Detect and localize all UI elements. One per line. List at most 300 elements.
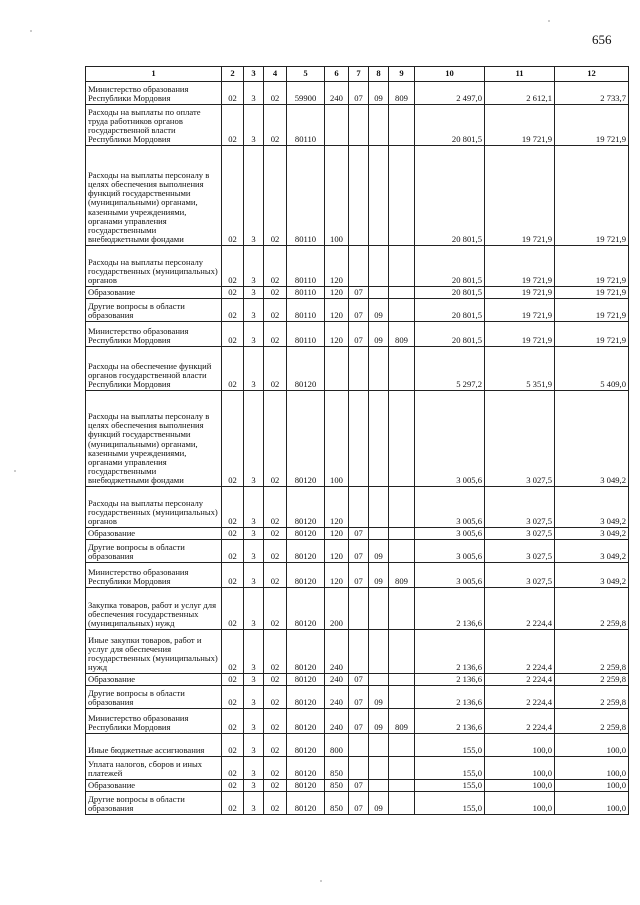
row-cell-c2: 02 xyxy=(222,246,244,287)
row-description: Другие вопросы в области образования xyxy=(86,299,222,322)
column-header: 3 xyxy=(244,67,264,82)
row-cell-c2: 02 xyxy=(222,709,244,734)
row-cell-c11: 19 721,9 xyxy=(485,287,555,299)
row-description: Образование xyxy=(86,528,222,540)
budget-table xyxy=(85,66,629,815)
row-cell-c9: 809 xyxy=(389,563,415,588)
row-cell-c5: 80120 xyxy=(287,709,325,734)
row-cell-c3: 3 xyxy=(244,588,264,630)
row-cell-c6: 240 xyxy=(325,630,349,674)
row-cell-c5: 80110 xyxy=(287,105,325,146)
row-cell-c6: 120 xyxy=(325,528,349,540)
row-cell-c11: 3 027,5 xyxy=(485,563,555,588)
row-cell-c9 xyxy=(389,146,415,246)
row-cell-c9 xyxy=(389,734,415,757)
table-row xyxy=(86,105,629,146)
row-cell-c6: 850 xyxy=(325,792,349,815)
row-cell-c8: 09 xyxy=(369,792,389,815)
row-cell-c12: 3 049,2 xyxy=(555,391,629,487)
row-cell-c9: 809 xyxy=(389,322,415,347)
row-description: Образование xyxy=(86,674,222,686)
row-cell-c7: 07 xyxy=(349,563,369,588)
column-header: 1 xyxy=(86,67,222,82)
row-cell-c3: 3 xyxy=(244,299,264,322)
row-cell-c3: 3 xyxy=(244,82,264,105)
row-cell-c2: 02 xyxy=(222,347,244,391)
table-row xyxy=(86,792,629,815)
row-cell-c7: 07 xyxy=(349,287,369,299)
row-cell-c9 xyxy=(389,540,415,563)
row-cell-c9 xyxy=(389,487,415,528)
row-cell-c9 xyxy=(389,674,415,686)
row-cell-c3: 3 xyxy=(244,146,264,246)
row-cell-c2: 02 xyxy=(222,757,244,780)
table-row xyxy=(86,540,629,563)
row-cell-c7 xyxy=(349,146,369,246)
table-body xyxy=(86,82,629,815)
row-description: Расходы на выплаты персоналу в целях обеспечения выполнения функций государственными (муниципальными) органами, казенными учреждениями, органами управления государственными внебюджетными фондами xyxy=(86,146,222,246)
row-cell-c10: 155,0 xyxy=(415,780,485,792)
row-cell-c2: 02 xyxy=(222,588,244,630)
row-cell-c11: 2 224,4 xyxy=(485,630,555,674)
row-cell-c7: 07 xyxy=(349,686,369,709)
row-description: Министерство образования Республики Мордовия xyxy=(86,563,222,588)
row-cell-c3: 3 xyxy=(244,391,264,487)
row-cell-c7: 07 xyxy=(349,322,369,347)
table-row xyxy=(86,246,629,287)
row-cell-c8 xyxy=(369,528,389,540)
row-cell-c12: 19 721,9 xyxy=(555,246,629,287)
row-cell-c10: 3 005,6 xyxy=(415,391,485,487)
row-cell-c4: 02 xyxy=(264,588,287,630)
row-cell-c12: 3 049,2 xyxy=(555,528,629,540)
table-row xyxy=(86,487,629,528)
column-header: 9 xyxy=(389,67,415,82)
row-cell-c4: 02 xyxy=(264,674,287,686)
row-cell-c3: 3 xyxy=(244,780,264,792)
row-cell-c10: 155,0 xyxy=(415,792,485,815)
row-cell-c10: 2 136,6 xyxy=(415,686,485,709)
row-cell-c9 xyxy=(389,686,415,709)
row-cell-c5: 80120 xyxy=(287,563,325,588)
row-cell-c12: 100,0 xyxy=(555,734,629,757)
row-cell-c8 xyxy=(369,630,389,674)
row-cell-c2: 02 xyxy=(222,780,244,792)
row-cell-c11: 2 224,4 xyxy=(485,686,555,709)
table-row xyxy=(86,146,629,246)
row-cell-c5: 80110 xyxy=(287,322,325,347)
row-cell-c10: 2 497,0 xyxy=(415,82,485,105)
row-cell-c2: 02 xyxy=(222,540,244,563)
row-cell-c10: 20 801,5 xyxy=(415,287,485,299)
row-cell-c11: 100,0 xyxy=(485,734,555,757)
column-header: 8 xyxy=(369,67,389,82)
scan-speck xyxy=(548,20,550,22)
row-cell-c6: 850 xyxy=(325,757,349,780)
row-cell-c7: 07 xyxy=(349,674,369,686)
row-description: Другие вопросы в области образования xyxy=(86,686,222,709)
row-cell-c10: 2 136,6 xyxy=(415,674,485,686)
row-cell-c10: 20 801,5 xyxy=(415,105,485,146)
row-cell-c3: 3 xyxy=(244,757,264,780)
row-cell-c7 xyxy=(349,757,369,780)
row-cell-c8 xyxy=(369,391,389,487)
row-cell-c12: 3 049,2 xyxy=(555,563,629,588)
row-cell-c4: 02 xyxy=(264,347,287,391)
column-header: 2 xyxy=(222,67,244,82)
row-cell-c12: 2 733,7 xyxy=(555,82,629,105)
row-cell-c4: 02 xyxy=(264,105,287,146)
row-cell-c7 xyxy=(349,588,369,630)
row-cell-c11: 3 027,5 xyxy=(485,540,555,563)
table-row xyxy=(86,709,629,734)
row-cell-c5: 80120 xyxy=(287,686,325,709)
row-cell-c7 xyxy=(349,105,369,146)
row-cell-c6: 120 xyxy=(325,540,349,563)
row-cell-c8 xyxy=(369,347,389,391)
row-cell-c11: 100,0 xyxy=(485,757,555,780)
row-cell-c9 xyxy=(389,792,415,815)
row-cell-c8 xyxy=(369,588,389,630)
row-description: Министерство образования Республики Мордовия xyxy=(86,322,222,347)
row-cell-c3: 3 xyxy=(244,674,264,686)
row-cell-c10: 20 801,5 xyxy=(415,246,485,287)
row-cell-c12: 2 259,8 xyxy=(555,686,629,709)
table-row xyxy=(86,734,629,757)
row-cell-c7: 07 xyxy=(349,299,369,322)
row-cell-c9 xyxy=(389,528,415,540)
table-row xyxy=(86,322,629,347)
row-cell-c2: 02 xyxy=(222,563,244,588)
row-cell-c9 xyxy=(389,287,415,299)
row-cell-c9 xyxy=(389,780,415,792)
row-cell-c11: 2 224,4 xyxy=(485,588,555,630)
row-cell-c12: 100,0 xyxy=(555,792,629,815)
row-cell-c6: 120 xyxy=(325,299,349,322)
row-cell-c6: 240 xyxy=(325,709,349,734)
row-cell-c7: 07 xyxy=(349,82,369,105)
row-cell-c11: 19 721,9 xyxy=(485,322,555,347)
row-description: Образование xyxy=(86,780,222,792)
row-cell-c7 xyxy=(349,246,369,287)
row-cell-c6: 100 xyxy=(325,146,349,246)
row-cell-c5: 80120 xyxy=(287,487,325,528)
row-cell-c8: 09 xyxy=(369,709,389,734)
table-row xyxy=(86,674,629,686)
table-row xyxy=(86,780,629,792)
row-cell-c6: 120 xyxy=(325,287,349,299)
column-header: 6 xyxy=(325,67,349,82)
row-cell-c3: 3 xyxy=(244,322,264,347)
row-cell-c10: 20 801,5 xyxy=(415,146,485,246)
row-cell-c11: 2 612,1 xyxy=(485,82,555,105)
row-description: Расходы на выплаты персоналу государственных (муниципальных) органов xyxy=(86,246,222,287)
row-cell-c7: 07 xyxy=(349,709,369,734)
row-cell-c8: 09 xyxy=(369,82,389,105)
row-cell-c11: 19 721,9 xyxy=(485,105,555,146)
row-description: Другие вопросы в области образования xyxy=(86,792,222,815)
row-cell-c9 xyxy=(389,588,415,630)
row-cell-c6: 240 xyxy=(325,82,349,105)
row-cell-c2: 02 xyxy=(222,487,244,528)
row-cell-c4: 02 xyxy=(264,322,287,347)
row-cell-c4: 02 xyxy=(264,246,287,287)
row-cell-c8 xyxy=(369,287,389,299)
row-cell-c6: 120 xyxy=(325,487,349,528)
row-cell-c4: 02 xyxy=(264,487,287,528)
row-cell-c3: 3 xyxy=(244,528,264,540)
row-cell-c11: 100,0 xyxy=(485,780,555,792)
row-description: Другие вопросы в области образования xyxy=(86,540,222,563)
row-cell-c10: 3 005,6 xyxy=(415,563,485,588)
row-cell-c4: 02 xyxy=(264,540,287,563)
row-cell-c8 xyxy=(369,246,389,287)
row-cell-c6: 240 xyxy=(325,674,349,686)
row-cell-c8 xyxy=(369,780,389,792)
row-cell-c5: 80120 xyxy=(287,347,325,391)
row-cell-c5: 80110 xyxy=(287,299,325,322)
row-cell-c5: 80110 xyxy=(287,146,325,246)
row-cell-c7: 07 xyxy=(349,540,369,563)
row-cell-c8 xyxy=(369,757,389,780)
row-cell-c12: 19 721,9 xyxy=(555,146,629,246)
row-cell-c2: 02 xyxy=(222,299,244,322)
row-cell-c10: 3 005,6 xyxy=(415,528,485,540)
row-cell-c2: 02 xyxy=(222,82,244,105)
row-cell-c6: 800 xyxy=(325,734,349,757)
row-cell-c10: 2 136,6 xyxy=(415,588,485,630)
row-cell-c10: 3 005,6 xyxy=(415,540,485,563)
row-cell-c9 xyxy=(389,105,415,146)
row-description: Образование xyxy=(86,287,222,299)
row-description: Иные бюджетные ассигнования xyxy=(86,734,222,757)
row-cell-c5: 80120 xyxy=(287,792,325,815)
row-cell-c12: 2 259,8 xyxy=(555,588,629,630)
row-cell-c6: 240 xyxy=(325,686,349,709)
page-number: 656 xyxy=(592,32,612,47)
row-cell-c11: 2 224,4 xyxy=(485,674,555,686)
row-cell-c4: 02 xyxy=(264,82,287,105)
row-cell-c6: 850 xyxy=(325,780,349,792)
row-cell-c4: 02 xyxy=(264,563,287,588)
row-cell-c2: 02 xyxy=(222,674,244,686)
row-cell-c6 xyxy=(325,347,349,391)
column-header: 4 xyxy=(264,67,287,82)
row-description: Министерство образования Республики Мордовия xyxy=(86,709,222,734)
row-cell-c9 xyxy=(389,347,415,391)
row-cell-c12: 5 409,0 xyxy=(555,347,629,391)
row-cell-c3: 3 xyxy=(244,487,264,528)
row-cell-c7 xyxy=(349,734,369,757)
row-cell-c5: 80120 xyxy=(287,588,325,630)
scan-speck xyxy=(30,30,32,32)
row-cell-c3: 3 xyxy=(244,709,264,734)
row-cell-c4: 02 xyxy=(264,792,287,815)
table-row xyxy=(86,287,629,299)
row-cell-c2: 02 xyxy=(222,146,244,246)
row-cell-c9 xyxy=(389,246,415,287)
row-cell-c12: 3 049,2 xyxy=(555,540,629,563)
row-cell-c11: 2 224,4 xyxy=(485,709,555,734)
row-cell-c4: 02 xyxy=(264,780,287,792)
row-cell-c5: 80110 xyxy=(287,246,325,287)
row-cell-c12: 19 721,9 xyxy=(555,105,629,146)
row-cell-c3: 3 xyxy=(244,105,264,146)
row-cell-c2: 02 xyxy=(222,528,244,540)
column-header: 7 xyxy=(349,67,369,82)
row-cell-c6: 120 xyxy=(325,246,349,287)
scan-speck xyxy=(320,880,322,882)
row-cell-c10: 2 136,6 xyxy=(415,709,485,734)
row-cell-c7: 07 xyxy=(349,780,369,792)
row-cell-c11: 3 027,5 xyxy=(485,391,555,487)
row-cell-c10: 155,0 xyxy=(415,757,485,780)
row-description: Расходы на выплаты персоналу государственных (муниципальных) органов xyxy=(86,487,222,528)
row-cell-c4: 02 xyxy=(264,287,287,299)
row-cell-c5: 80120 xyxy=(287,674,325,686)
row-cell-c11: 19 721,9 xyxy=(485,146,555,246)
row-cell-c5: 80120 xyxy=(287,540,325,563)
row-description: Расходы на обеспечение функций органов государственной власти Республики Мордовия xyxy=(86,347,222,391)
row-cell-c12: 100,0 xyxy=(555,780,629,792)
row-cell-c9 xyxy=(389,299,415,322)
row-cell-c2: 02 xyxy=(222,734,244,757)
row-cell-c8 xyxy=(369,734,389,757)
row-cell-c5: 80110 xyxy=(287,287,325,299)
row-cell-c5: 80120 xyxy=(287,391,325,487)
row-cell-c5: 80120 xyxy=(287,630,325,674)
column-header: 11 xyxy=(485,67,555,82)
row-cell-c2: 02 xyxy=(222,391,244,487)
row-cell-c8: 09 xyxy=(369,299,389,322)
table-header-row xyxy=(86,67,629,82)
row-cell-c12: 3 049,2 xyxy=(555,487,629,528)
row-cell-c3: 3 xyxy=(244,246,264,287)
row-cell-c9 xyxy=(389,757,415,780)
row-cell-c3: 3 xyxy=(244,347,264,391)
scan-speck xyxy=(14,470,16,472)
row-cell-c7 xyxy=(349,391,369,487)
row-cell-c7: 07 xyxy=(349,528,369,540)
column-header: 10 xyxy=(415,67,485,82)
row-description: Закупка товаров, работ и услуг для обеспечения государственных (муниципальных) нужд xyxy=(86,588,222,630)
row-cell-c10: 20 801,5 xyxy=(415,299,485,322)
row-cell-c12: 2 259,8 xyxy=(555,709,629,734)
row-cell-c10: 5 297,2 xyxy=(415,347,485,391)
row-cell-c3: 3 xyxy=(244,792,264,815)
row-cell-c5: 80120 xyxy=(287,757,325,780)
row-cell-c8 xyxy=(369,487,389,528)
table-row xyxy=(86,630,629,674)
column-header: 12 xyxy=(555,67,629,82)
row-cell-c5: 59900 xyxy=(287,82,325,105)
row-cell-c10: 20 801,5 xyxy=(415,322,485,347)
row-description: Министерство образования Республики Мордовия xyxy=(86,82,222,105)
row-description: Иные закупки товаров, работ и услуг для обеспечения государственных (муниципальных) нужд xyxy=(86,630,222,674)
row-description: Расходы на выплаты по оплате труда работников органов государственной власти Республики Мордовия xyxy=(86,105,222,146)
row-cell-c12: 100,0 xyxy=(555,757,629,780)
row-description: Расходы на выплаты персоналу в целях обеспечения выполнения функций государственными (муниципальными) органами, казенными учреждениями, органами управления государственными внебюджетными фондами xyxy=(86,391,222,487)
row-cell-c8: 09 xyxy=(369,563,389,588)
table-row xyxy=(86,563,629,588)
table-row xyxy=(86,347,629,391)
row-cell-c8: 09 xyxy=(369,322,389,347)
row-cell-c12: 19 721,9 xyxy=(555,287,629,299)
row-cell-c5: 80120 xyxy=(287,780,325,792)
row-cell-c10: 3 005,6 xyxy=(415,487,485,528)
row-cell-c4: 02 xyxy=(264,146,287,246)
row-cell-c9 xyxy=(389,630,415,674)
row-cell-c3: 3 xyxy=(244,540,264,563)
table-row xyxy=(86,528,629,540)
row-cell-c11: 5 351,9 xyxy=(485,347,555,391)
row-cell-c8: 09 xyxy=(369,540,389,563)
row-cell-c4: 02 xyxy=(264,630,287,674)
row-cell-c7 xyxy=(349,347,369,391)
row-cell-c8 xyxy=(369,105,389,146)
row-cell-c12: 2 259,8 xyxy=(555,630,629,674)
row-cell-c9: 809 xyxy=(389,709,415,734)
row-cell-c11: 3 027,5 xyxy=(485,487,555,528)
row-cell-c6: 120 xyxy=(325,563,349,588)
row-cell-c2: 02 xyxy=(222,630,244,674)
row-cell-c4: 02 xyxy=(264,391,287,487)
row-cell-c11: 19 721,9 xyxy=(485,246,555,287)
row-cell-c4: 02 xyxy=(264,686,287,709)
table-row xyxy=(86,391,629,487)
table-row xyxy=(86,588,629,630)
row-cell-c3: 3 xyxy=(244,563,264,588)
column-header: 5 xyxy=(287,67,325,82)
row-cell-c10: 2 136,6 xyxy=(415,630,485,674)
row-cell-c8: 09 xyxy=(369,686,389,709)
row-cell-c4: 02 xyxy=(264,299,287,322)
row-cell-c2: 02 xyxy=(222,686,244,709)
row-cell-c12: 19 721,9 xyxy=(555,299,629,322)
row-cell-c12: 2 259,8 xyxy=(555,674,629,686)
table-row xyxy=(86,686,629,709)
row-cell-c11: 100,0 xyxy=(485,792,555,815)
row-cell-c7 xyxy=(349,630,369,674)
row-cell-c7 xyxy=(349,487,369,528)
row-cell-c11: 3 027,5 xyxy=(485,528,555,540)
row-description: Уплата налогов, сборов и иных платежей xyxy=(86,757,222,780)
row-cell-c5: 80120 xyxy=(287,528,325,540)
row-cell-c8 xyxy=(369,146,389,246)
row-cell-c9: 809 xyxy=(389,82,415,105)
row-cell-c12: 19 721,9 xyxy=(555,322,629,347)
row-cell-c3: 3 xyxy=(244,686,264,709)
row-cell-c2: 02 xyxy=(222,105,244,146)
row-cell-c4: 02 xyxy=(264,757,287,780)
row-cell-c5: 80120 xyxy=(287,734,325,757)
row-cell-c2: 02 xyxy=(222,322,244,347)
row-cell-c4: 02 xyxy=(264,528,287,540)
row-cell-c2: 02 xyxy=(222,287,244,299)
row-cell-c11: 19 721,9 xyxy=(485,299,555,322)
row-cell-c3: 3 xyxy=(244,734,264,757)
row-cell-c3: 3 xyxy=(244,630,264,674)
row-cell-c10: 155,0 xyxy=(415,734,485,757)
row-cell-c6: 100 xyxy=(325,391,349,487)
row-cell-c4: 02 xyxy=(264,709,287,734)
row-cell-c4: 02 xyxy=(264,734,287,757)
row-cell-c7: 07 xyxy=(349,792,369,815)
table-row xyxy=(86,82,629,105)
table-row xyxy=(86,299,629,322)
table-row xyxy=(86,757,629,780)
row-cell-c8 xyxy=(369,674,389,686)
